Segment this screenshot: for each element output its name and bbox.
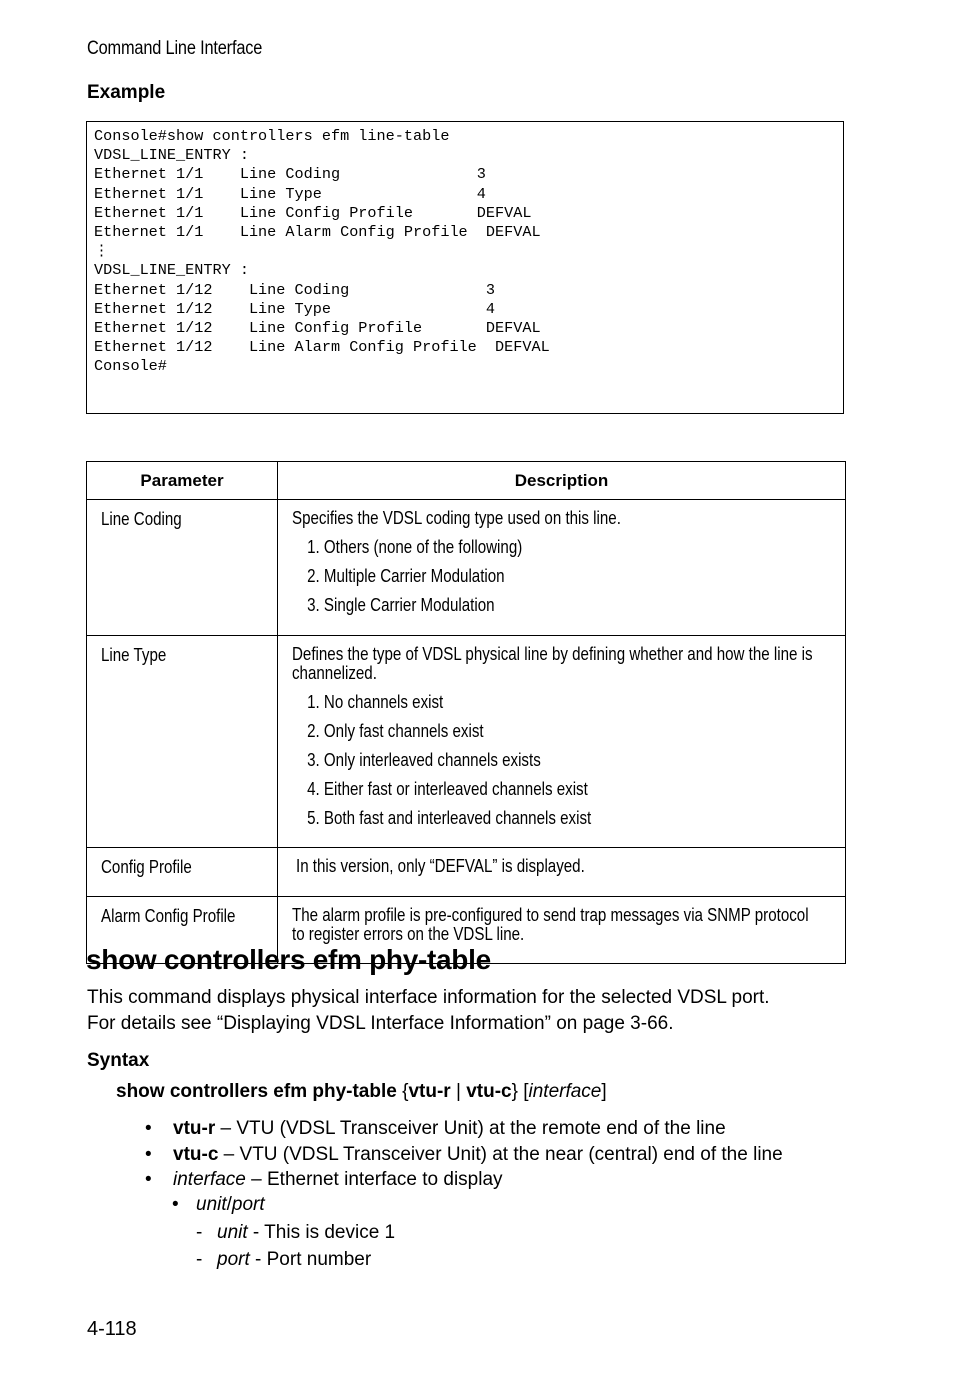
parameter-name: Line Coding — [101, 509, 182, 529]
list-item: 3. Single Carrier Modulation — [307, 595, 495, 615]
description-text-line1: Defines the type of VDSL physical line by defining whether and how the line is — [292, 644, 813, 664]
description-text-line2: channelized. — [292, 663, 377, 683]
list-item: 2. Multiple Carrier Modulation — [307, 566, 505, 586]
bullet-icon: • — [145, 1118, 152, 1139]
page-number: 4-118 — [87, 1318, 137, 1340]
option-vtu-c: vtu-c — [466, 1081, 512, 1102]
header-parameter: Parameter — [87, 462, 278, 500]
syntax-command: show controllers efm phy-table {vtu-r | vtu-c} [interface] — [116, 1081, 607, 1102]
description-text: Specifies the VDSL coding type used on this line. — [292, 508, 621, 528]
parameter-cell — [87, 848, 278, 897]
parameter-cell — [87, 500, 278, 636]
argument-interface: interface — [528, 1081, 602, 1102]
table-header-row — [87, 462, 846, 500]
description-line1: This command displays physical interface information for the selected VDSL port. — [87, 987, 770, 1008]
header-description: Description — [278, 462, 846, 500]
table-row — [87, 636, 846, 848]
parameter-name: Alarm Config Profile — [101, 906, 236, 926]
parameter-cell — [87, 636, 278, 848]
list-item: 1. No channels exist — [307, 692, 444, 712]
section-description — [87, 985, 867, 1037]
bullet-icon: • — [172, 1194, 179, 1215]
syntax-heading: Syntax — [87, 1050, 150, 1071]
list-item: 5. Both fast and interleaved channels exist — [307, 808, 592, 828]
command-name: show controllers efm phy-table — [116, 1081, 397, 1102]
parameter-name: Line Type — [101, 645, 167, 665]
bullet-icon: • — [145, 1143, 152, 1165]
description-text: In this version, only “DEFVAL” is displayed. — [296, 856, 585, 876]
value-list — [292, 538, 757, 615]
section-title: show controllers efm phy-table — [86, 944, 491, 975]
list-item: 4. Either fast or interleaved channels exist — [307, 779, 588, 799]
dash-icon: - — [196, 1249, 203, 1270]
parameter-table — [86, 461, 846, 964]
code-example: Console#show controllers efm line-table VDSL_LINE_ENTRY : Ethernet 1/1 Line Coding 3 Ethernet 1/1 Line Type 4 Ethernet 1/1 Line Config Profile DEFVAL Ethernet 1/1 Line Alarm Config Profile DEFVAL ⋮ VDSL_LINE_ENTRY : Ethernet 1/12 Line Coding 3 Ethernet 1/12 Line Type 4 Ethernet 1/12 Line Config Profile DEFVAL Ethernet 1/12 Line Alarm Config Profile DEFVAL Console# — [94, 127, 550, 376]
description-text-line1: The alarm profile is pre-configured to send trap messages via SNMP protocol — [292, 905, 809, 925]
description-cell — [278, 500, 846, 636]
table-row — [87, 848, 846, 897]
code-example-box — [86, 121, 844, 414]
running-head: Command Line Interface — [87, 38, 263, 59]
bullet-icon: • — [145, 1169, 152, 1190]
list-item: 1. Others (none of the following) — [307, 537, 523, 557]
parameter-name: Config Profile — [101, 857, 192, 877]
dash-icon: - — [196, 1222, 203, 1243]
description-text-line2: to register errors on the VDSL line. — [292, 924, 525, 944]
description-cell — [278, 848, 846, 897]
list-item: 3. Only interleaved channels exists — [307, 750, 541, 770]
list-item: 2. Only fast channels exist — [307, 721, 484, 741]
value-list — [292, 693, 757, 828]
option-vtu-r: vtu-r — [408, 1081, 451, 1102]
description-cell — [278, 636, 846, 848]
description-line2: For details see “Displaying VDSL Interface Information” on page 3-66. — [87, 1013, 674, 1034]
table-row — [87, 500, 846, 636]
example-heading: Example — [87, 82, 166, 103]
